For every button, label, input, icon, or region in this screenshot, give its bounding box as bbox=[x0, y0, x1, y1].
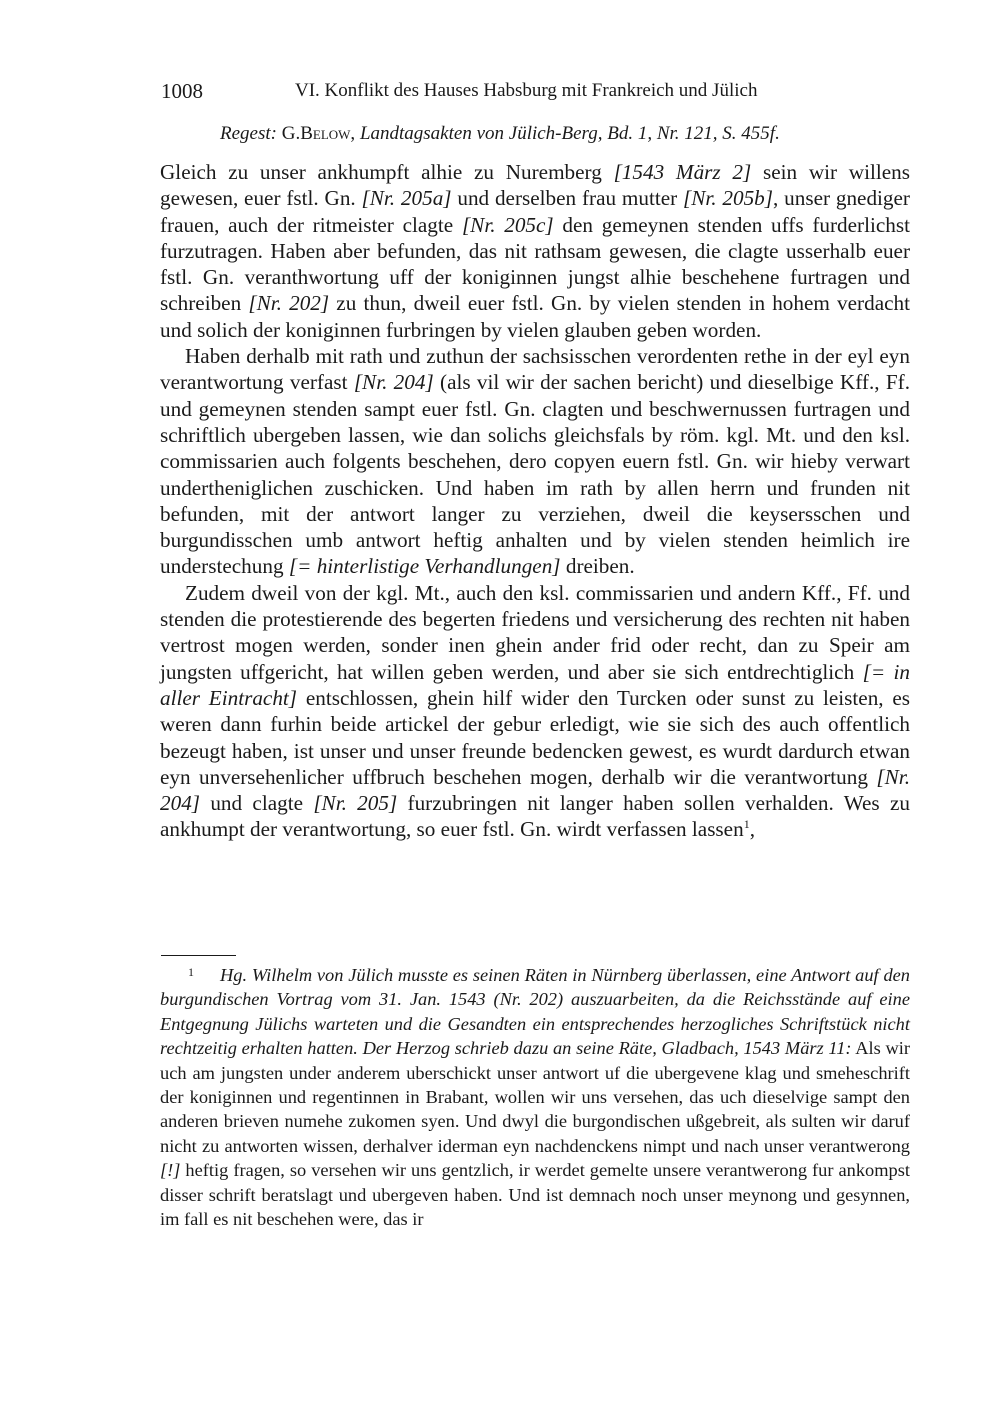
editorial-note: [Nr. 205] bbox=[313, 791, 398, 816]
footnote-number: 1 bbox=[188, 965, 194, 979]
text-segment: Gleich zu unser ankhumpft alhie zu Nuremberg bbox=[160, 160, 614, 184]
body-paragraph-1 bbox=[160, 159, 910, 343]
editorial-note: [Nr. 204] bbox=[160, 764, 910, 816]
page-number: 1008 bbox=[161, 79, 203, 103]
text-segment: entschlossen, ghein hilf wider den Turcken oder sunst zu leisten, es weren dann furhin beide artickel der gebur erledigt, wie sie sich des auch offentlich bezeugt haben, ist unser und unser freunde bedencken gewest, es wurdt dardurch etwan eyn unversehenlicher uffbruch beschehen mogen, derhalb wir die verantwortung bbox=[160, 685, 910, 789]
text-segment: furzubringen nit langer haben sollen verhalden. Wes zu ankhumpt der verantwortung, so euer fstl. Gn. wirdt verfassen lassen bbox=[160, 791, 910, 842]
editorial-note: [Nr. 204] bbox=[353, 370, 434, 395]
footnote-marker: 1 bbox=[743, 817, 750, 832]
editorial-note: [= hinterlistige Verhandlungen] bbox=[288, 554, 561, 579]
editorial-note: [Nr. 205c] bbox=[461, 212, 554, 237]
regest-label: Regest: bbox=[220, 123, 277, 144]
running-title: VI. Konflikt des Hauses Habsburg mit Frankreich und Jülich bbox=[295, 80, 758, 101]
regest-author-name: Below, bbox=[300, 123, 356, 144]
text-segment: und derselben frau mutter bbox=[451, 186, 684, 211]
editorial-note: [!] bbox=[160, 1160, 181, 1181]
text-segment: und clagte bbox=[200, 791, 314, 816]
editorial-note: [Nr. 205b] bbox=[683, 186, 774, 211]
regest-author-initial: G. bbox=[281, 123, 301, 144]
text-segment: zu thun, dweil euer fstl. Gn. by vielen stenden in hohem verdacht und solich der koniginnen furbringen by vielen glauben geben worden. bbox=[160, 291, 910, 342]
footnote-rule bbox=[161, 955, 236, 956]
editorial-note: [Nr. 205a] bbox=[361, 186, 452, 211]
text-segment: Zudem dweil von der kgl. Mt., auch den ksl. commissarien und andern Kff., Ff. und stenden die protestierende des begerten friedens und versicherung des rechten nit haben vertrost mogen werden, sonder inen ghein ander frid oder recht, dan zu Speir am jungsten uffgericht, hat willen geben werden, und aber sie sich entdrechtiglich bbox=[160, 580, 910, 684]
text-segment: heftig fragen, so versehen wir uns gentzlich, ir werdet gemelte unsere verantwerong fur ankompst disser schrift beratslagt und ubergeven haben. Und ist demnach noch unser meynong und gesynnen, im fall es nit beschehen were, das ir bbox=[160, 1160, 910, 1230]
text-segment: , unser gnediger frauen, auch der ritmeister clagte bbox=[160, 186, 910, 237]
regest-line bbox=[220, 123, 780, 145]
regest-work: Landtagsakten von Jülich-Berg, Bd. 1, Nr. 121, S. 455f. bbox=[359, 123, 780, 144]
editorial-note: [= in aller Eintracht] bbox=[160, 659, 910, 710]
text-segment: den gemeynen stenden uffs furderlichst furzutragen. Haben aber befunden, das nit rathsam gewesen, die clagte usserhalb euer fstl. Gn. veranthwortung uff der koniginnen jungst alhie beschehene furtragen und schreiben bbox=[160, 212, 910, 316]
body-paragraph-3 bbox=[160, 580, 910, 843]
text-segment: , bbox=[749, 817, 755, 842]
text-segment: sein wir willens gewesen, euer fstl. Gn. bbox=[160, 160, 911, 211]
text-segment: (als vil wir der sachen bericht) und dieselbige Kff., Ff. und gemeynen stenden sampt euer fstl. Gn. clagten und beschwernussen furtragen und schriftlich ubergeben lassen, wie dan solichs gleichsfals by röm. kgl. Mt. und den ksl. commissarien auch folgents beschehen, dero copyen euern fstl. Gn. wir hieby verwart undertheniglichen zuschicken. Und haben im rath by allen herrn und frunden nit befunden, mit der antwort langer zu verziehen, dweil die keysersschen und burgundisschen umb antwort heftig anhalten und by vielen stenden heimlich ire understechung bbox=[160, 370, 910, 579]
footnote-text bbox=[160, 965, 910, 1229]
text-segment: Als wir uch am jungsten under anderem uberschickt unser antwort uf die ubergevene klag und smeheschrift der koniginnen und regentinnen in Brabant, wollen wir uns versehen, das uch dieselvige sampt den anderen brieven numehe zukomen syen. Und dwyl die burgondischen ußgebreit, als sulten wir daruf nicht zu antworten wissen, derhalver iderman eyn nachdenckens nimpt und nach unser verantwerong bbox=[160, 1038, 910, 1156]
editorial-note: [Nr. 202] bbox=[248, 291, 330, 316]
text-segment: dreiben. bbox=[560, 554, 635, 579]
body-paragraph-2 bbox=[160, 343, 910, 580]
main-text bbox=[160, 159, 910, 843]
footnote bbox=[160, 960, 910, 1231]
text-segment: Haben derhalb mit rath und zuthun der sachsisschen verordenten rethe in der eyl eyn verantwortung verfast bbox=[160, 344, 910, 395]
editorial-note: Hg. Wilhelm von Jülich musste es seinen Räten in Nürnberg überlassen, eine Antwort auf den burgundischen Vortrag vom 31. Jan. 1543 (Nr. 202) auszuarbeiten, da die Reichsstände auf eine Entgegnung Jülichs warteten und die Gesandten ein entsprechendes herzogliches Schriftstück nicht rechtzeitig erhalten hatten. Der Herzog schrieb dazu an seine Räte, Gladbach, 1543 März 11: bbox=[160, 965, 910, 1059]
editorial-note: [1543 März 2] bbox=[613, 160, 752, 184]
